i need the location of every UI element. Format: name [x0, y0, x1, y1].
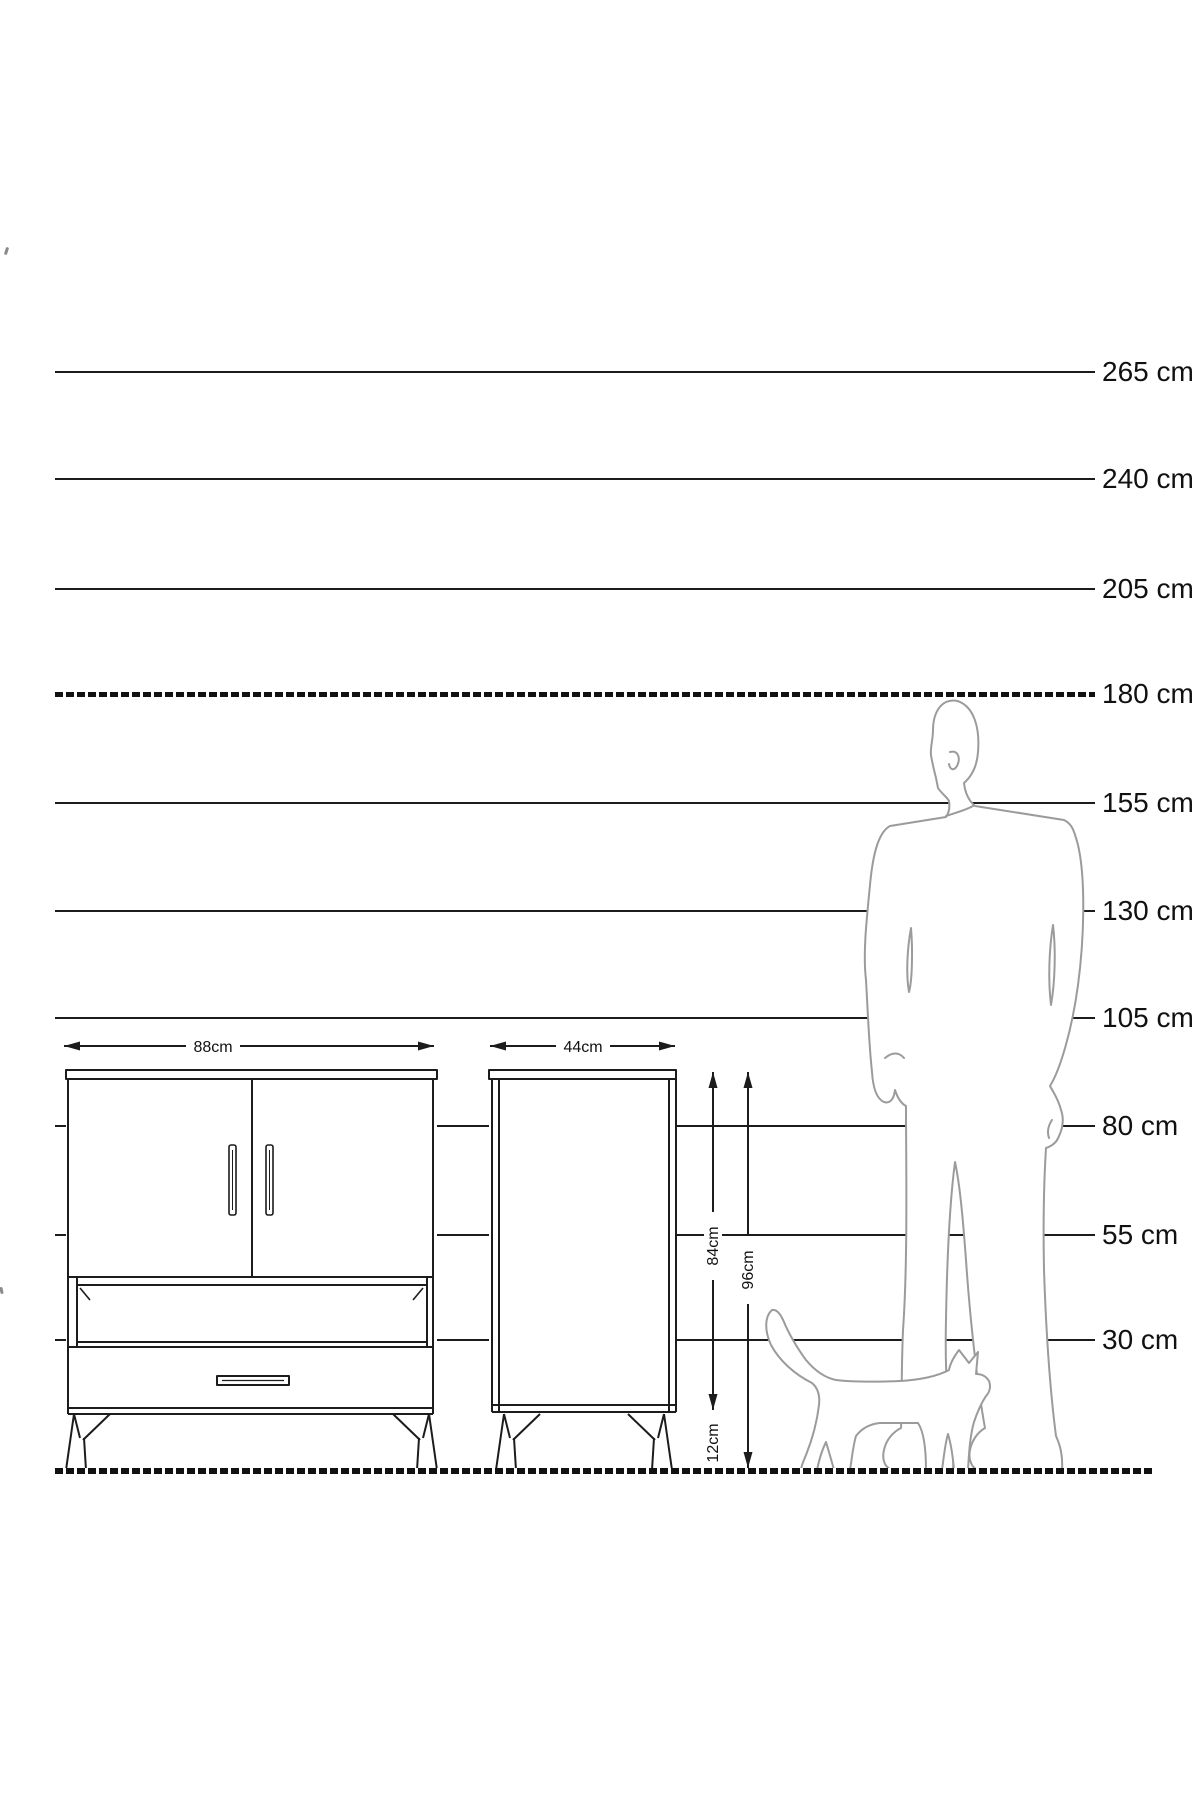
height-label-180cm: 180 cm — [1102, 678, 1194, 709]
front-width-label: 88cm — [193, 1039, 233, 1056]
cabinet-side-body — [489, 1070, 676, 1412]
height-label-80cm: 80 cm — [1102, 1110, 1179, 1141]
cat-silhouette — [766, 1310, 990, 1470]
cat-outline — [766, 1310, 990, 1470]
dimension-body-height — [704, 1072, 722, 1410]
height-label-30cm: 30 cm — [1102, 1324, 1179, 1355]
cabinet-front-leg-right — [393, 1414, 437, 1470]
cabinet-front-view — [66, 1070, 437, 1470]
man-outline — [865, 701, 1083, 1470]
leg-height-label: 12cm — [705, 1423, 722, 1463]
cabinet-front-leg-left — [66, 1414, 110, 1470]
height-label-265cm: 265 cm — [1102, 356, 1194, 387]
man-silhouette — [865, 701, 1083, 1470]
height-label-55cm: 55 cm — [1102, 1219, 1179, 1250]
height-label-130cm: 130 cm — [1102, 895, 1194, 926]
dimension-side-width — [490, 1036, 675, 1056]
cabinet-side-leg-right — [628, 1414, 672, 1470]
ground-line — [55, 1468, 1152, 1474]
dimension-total-height — [739, 1072, 757, 1468]
height-label-205cm: 205 cm — [1102, 573, 1194, 604]
height-label-155cm: 155 cm — [1102, 787, 1194, 818]
dimension-front-width — [64, 1036, 434, 1056]
height-label-240cm: 240 cm — [1102, 463, 1194, 494]
cabinet-side-view — [489, 1070, 676, 1470]
cabinet-side-leg-left — [496, 1414, 540, 1470]
height-label-105cm: 105 cm — [1102, 1002, 1194, 1033]
side-width-label: 44cm — [563, 1039, 603, 1056]
dimension-leg-height — [704, 1416, 722, 1468]
body-height-label: 84cm — [705, 1226, 722, 1266]
total-height-label: 96cm — [740, 1250, 757, 1290]
